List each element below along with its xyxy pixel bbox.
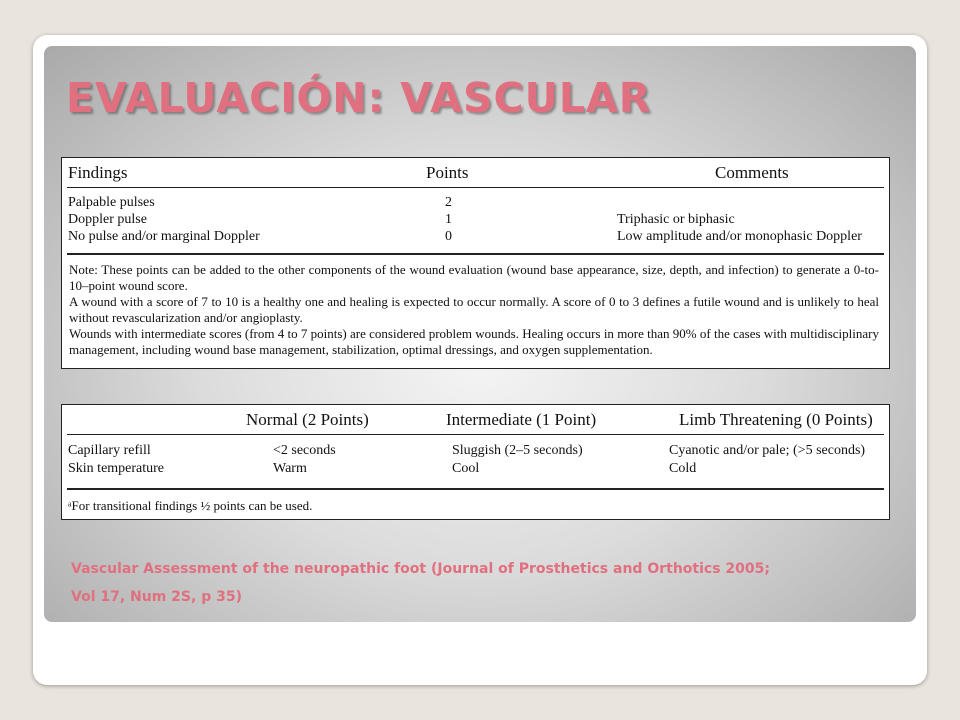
threatening-cell: Cold [669, 461, 697, 476]
intermediate-cell: Cool [452, 461, 480, 476]
perfusion-scoring-table [61, 404, 890, 520]
header-intermediate: Intermediate (1 Point) [446, 410, 597, 429]
citation-line: Vol 17, Num 2S, p 35) [71, 589, 242, 605]
normal-cell: <2 seconds [273, 443, 336, 458]
threatening-cell: Cyanotic and/or pale; (>5 seconds) [669, 443, 866, 458]
header-points: Points [426, 163, 469, 182]
finding-cell: No pulse and/or marginal Doppler [68, 229, 260, 244]
note-paragraph: Wounds with intermediate scores (from 4 to 7 points) are considered problem wounds. Healing occurs in more than 90% of the cases with multidisciplinary management, including wound base management, stabilization, optimal dressings, and oxygen supplementation. [69, 326, 879, 357]
points-cell: 2 [445, 195, 452, 210]
header-normal: Normal (2 Points) [246, 410, 369, 429]
row-label: Skin temperature [68, 461, 165, 476]
slide-title: EVALUACIÓN: VASCULAR [66, 74, 652, 122]
vascular-findings-table [61, 157, 890, 369]
header-limb-threatening: Limb Threatening (0 Points) [679, 410, 873, 429]
intermediate-cell: Sluggish (2–5 seconds) [452, 443, 583, 458]
citation-line: Vascular Assessment of the neuropathic foot (Journal of Prosthetics and Orthotics 2005; [71, 561, 770, 577]
body-rule [67, 488, 884, 490]
header-rule [67, 434, 884, 435]
note-paragraph: A wound with a score of 7 to 10 is a healthy one and healing is expected to occur normally. A score of 0 to 3 defines a futile wound and is unlikely to heal without revascularization and/or angioplasty. [69, 294, 879, 325]
note-paragraph: Note: These points can be added to the other components of the wound evaluation (wound base appearance, size, depth, and infection) to generate a 0-to-10–point wound score. [69, 262, 879, 293]
comment-cell: Triphasic or biphasic [617, 212, 735, 227]
table-footnote: ᵃFor transitional findings ½ points can be used. [68, 498, 313, 513]
normal-cell: Warm [273, 461, 307, 476]
comment-cell: Low amplitude and/or monophasic Doppler [617, 229, 862, 244]
body-rule [67, 253, 884, 255]
header-findings: Findings [68, 163, 128, 182]
points-cell: 1 [445, 212, 452, 227]
finding-cell: Palpable pulses [68, 195, 155, 210]
row-label: Capillary refill [68, 443, 151, 458]
header-comments: Comments [715, 163, 789, 182]
points-cell: 0 [445, 229, 452, 244]
header-rule [67, 187, 884, 188]
citation [71, 555, 891, 611]
finding-cell: Doppler pulse [68, 212, 147, 227]
